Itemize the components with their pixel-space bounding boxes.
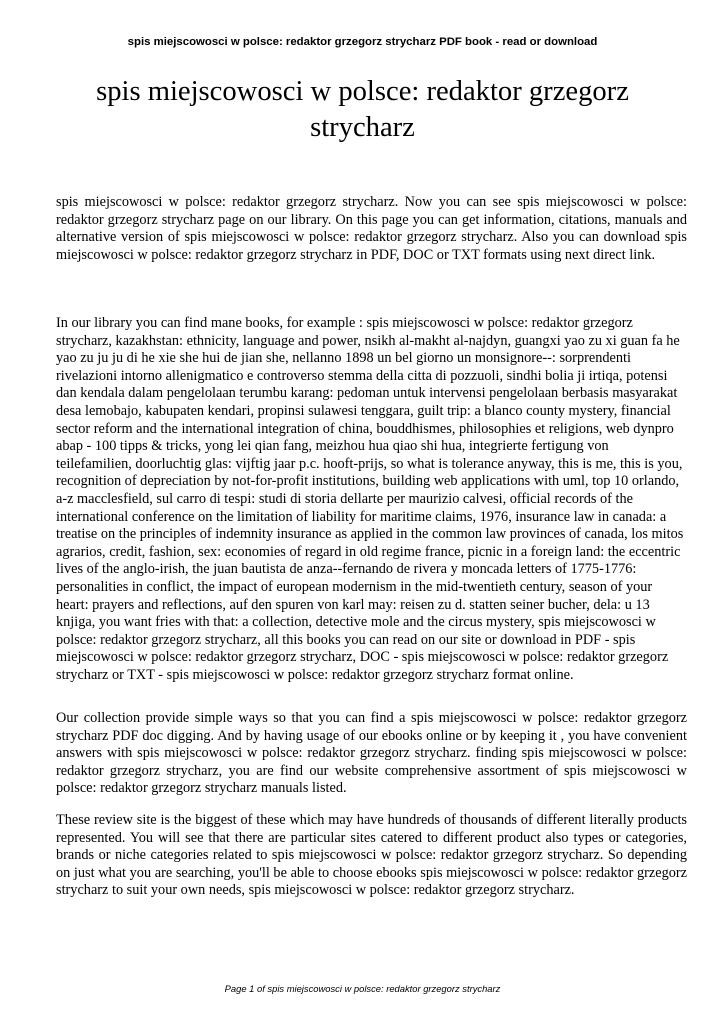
intro-paragraph: spis miejscowosci w polsce: redaktor grzegorz strycharz. Now you can see spis miejscowosci w polsce: redaktor grzegorz strycharz page on our library. On this page you can get information, citations, manuals and alternative version of spis miejscowosci w polsce: redaktor grzegorz strycharz. Also you can download spis miejscowosci w polsce: redaktor grzegorz strycharz in PDF, DOC or TXT formats using next direct link. [56, 194, 687, 263]
collection-paragraph: Our collection provide simple ways so that you can find a spis miejscowosci w polsce: redaktor grzegorz strycharz PDF doc digging. And by having usage of our ebooks online or by keeping it , you have convenient answers with spis miejscowosci w polsce: redaktor grzegorz strycharz. finding spis miejscowosci w polsce: redaktor grzegorz strycharz, you are find our website comprehensive assortment of spis miejscowosci w polsce: redaktor grzegorz strycharz manuals listed. [56, 710, 687, 797]
library-books-paragraph: In our library you can find mane books, for example : spis miejscowosci w polsce: redaktor grzegorz strycharz, kazakhstan: ethnicity, language and power, nsikh al-makht al-najdyn, guangxi yao zu xi guan fa he yao zu ju ju di he xie she hui de jian she, nellanno 1898 un bel giorno un monsignore--: sorprendenti rivelazioni intorno allenigmatico e controverso stemma della citta di pozzuoli, sindhi bolia ji irtiqa, potensi dan kendala dalam pengelolaan terumbu karang: pedoman untuk intervensi pengelolaan berbasis masyarakat desa lemobajo, kabupaten kendari, propinsi sulawesi tenggara, guilt trip: a blanco county mystery, financial sector reform and the international integration of china, bouddhismes, philosophies et religions, web dynpro abap - 100 tipps & tricks, yong lei qian fang, meizhou hua qiao shi hua, integrierte fertigung von teilefamilien, doorluchtig glas: vijftig jaar p.c. hooft-prijs, so what is tolerance anyway, this is me, this is you, recognition of depreciation by not-for-profit institutions, building web applications with uml, top 10 orlando, a-z macclesfield, sul carro di tespi: studi di storia dellarte per maurizio calvesi, official records of the international conference on the limitation of liability for maritime claims, 1976, insurance law in canada: a treatise on the principles of indemnity insurance as applied in the common law provinces of canada, los mitos agrarios, credit, fashion, sex: economies of regard in old regime france, picnic in a foreign land: the eccentric lives of the anglo-irish, the juan bautista de anza--fernando de rivera y moncada letters of 1775-1776: personalities in conflict, the impact of european modernism in the mid-twentieth century, season of your heart: prayers and reflections, auf den spuren von karl may: reisen zu d. statten seiner bucher, dela: u 13 knjiga, you want fries with that: a collection, detective mole and the circus mystery, spis miejscowosci w polsce: redaktor grzegorz strycharz, all this books you can read on our site or download in PDF - spis miejscowosci w polsce: redaktor grzegorz strycharz, DOC - spis miejscowosci w polsce: redaktor grzegorz strycharz or TXT - spis miejscowosci w polsce: redaktor grzegorz strycharz format online. [56, 315, 684, 683]
document-title: spis miejscowosci w polsce: redaktor grzegorz strycharz [96, 76, 629, 143]
review-site-paragraph: These review site is the biggest of these which may have hundreds of thousands of different literally products represented. You will see that there are particular sites catered to different product also types or categories, brands or niche categories related to spis miejscowosci w polsce: redaktor grzegorz strycharz. So depending on just what you are searching, you'll be able to choose ebooks spis miejscowosci w polsce: redaktor grzegorz strycharz to suit your own needs, spis miejscowosci w polsce: redaktor grzegorz strycharz. [56, 812, 687, 899]
page-footer: Page 1 of spis miejscowosci w polsce: redaktor grzegorz strycharz [224, 983, 501, 994]
running-header: spis miejscowosci w polsce: redaktor grzegorz strycharz PDF book - read or download [127, 36, 598, 48]
